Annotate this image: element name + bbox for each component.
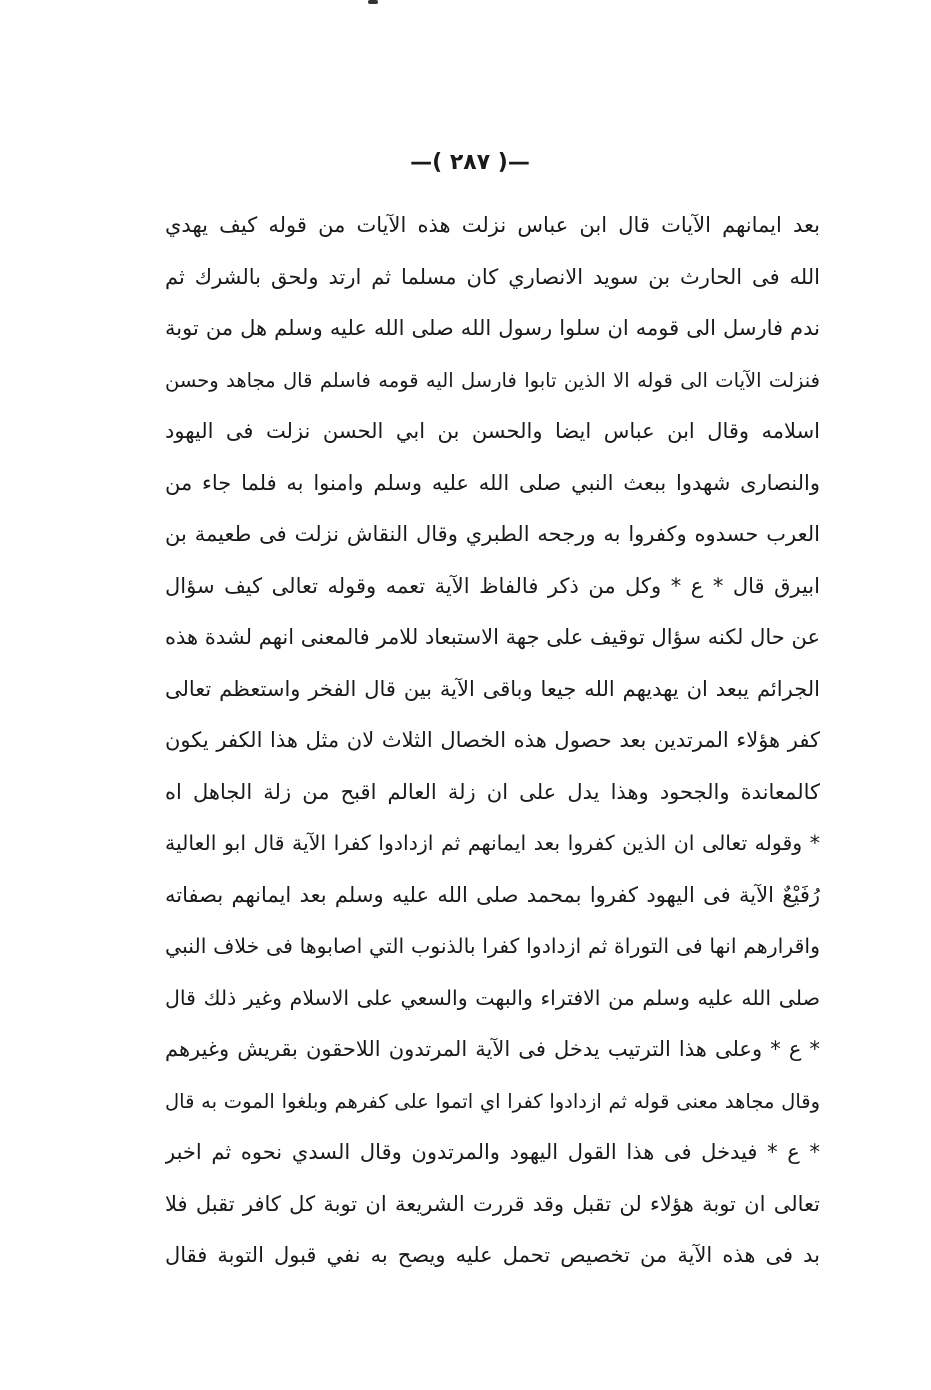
text-line: والنصارى شهدوا ببعث النبي صلى الله عليه وسلم وامنوا به فلما جاء من [165, 470, 820, 495]
text-line: بعد ايمانهم الآيات قال ابن عباس نزلت هذه الآيات من قوله كيف يهدي [165, 213, 820, 237]
text-line: صلى الله عليه وسلم من الافتراء والبهت والسعي على الاسلام وغير ذلك قال [165, 985, 820, 1010]
text-line: واقرارهم انها فى التوراة ثم ازدادوا كفرا بالذنوب التي اصابوها فى خلاف النبي [165, 934, 820, 958]
text-line: فنزلت الآيات الى قوله الا الذين تابوا فارسل اليه قومه فاسلم قال مجاهد وحسن [165, 368, 820, 392]
body-text [165, 200, 820, 1282]
text-line: بد فى هذه الآية من تخصيص تحمل عليه ويصح به نفي قبول التوبة فقال [165, 1243, 820, 1267]
text-line: ابيرق قال * ع * وكل من ذكر فالفاظ الآية تعمه وقوله تعالى كيف سؤال [165, 573, 820, 598]
text-line: العرب حسدوه وكفروا به ورجحه الطبري وقال النقاش نزلت فى طعيمة بن [165, 522, 820, 546]
text-line: الله فى الحارث بن سويد الانصاري كان مسلما ثم ارتد ولحق بالشرك ثم [165, 264, 820, 289]
text-line: * وقوله تعالى ان الذين كفروا بعد ايمانهم ثم ازدادوا كفرا الآية قال ابو العالية [165, 831, 820, 855]
text-line: ندم فارسل الى قومه ان سلوا رسول الله صلى الله عليه وسلم هل من توبة [165, 316, 820, 340]
page-number: —( ٢٨٧ )— [410, 150, 530, 175]
text-line: كفر هؤلاء المرتدين بعد حصول هذه الخصال الثلاث لان مثل هذا الكفر يكون [165, 728, 820, 752]
text-line: تعالى ان توبة هؤلاء لن تقبل وقد قررت الشريعة ان توبة كل كافر تقبل فلا [165, 1191, 820, 1216]
top-ink-mark [368, 0, 378, 4]
text-line: * ع * فيدخل فى هذا القول اليهود والمرتدون وقال السدي نحوه ثم اخبر [165, 1140, 820, 1164]
text-line: * ع * وعلى هذا الترتيب يدخل فى الآية المرتدون اللاحقون بقريش وغيرهم [165, 1037, 820, 1061]
text-line: وقال مجاهد معنى قوله ثم ازدادوا كفرا اي اتموا على كفرهم وبلغوا الموت به قال [165, 1089, 820, 1113]
text-line: كالمعاندة والجحود وهذا يدل على ان زلة العالم اقبح من زلة الجاهل اه [165, 779, 820, 804]
text-line: رُفَيْعٌ الآية فى اليهود كفروا بمحمد صلى الله عليه وسلم بعد ايمانهم بصفاته [165, 882, 820, 907]
text-line: اسلامه وقال ابن عباس ايضا والحسن بن ابي الحسن نزلت فى اليهود [165, 419, 820, 443]
text-line: الجرائم يبعد ان يهديهم الله جيعا وباقى الآية بين قال الفخر واستعظم تعالى [165, 676, 820, 701]
text-line: عن حال لكنه سؤال توقيف على جهة الاستبعاد للامر فالمعنى انهم لشدة هذه [165, 625, 820, 649]
